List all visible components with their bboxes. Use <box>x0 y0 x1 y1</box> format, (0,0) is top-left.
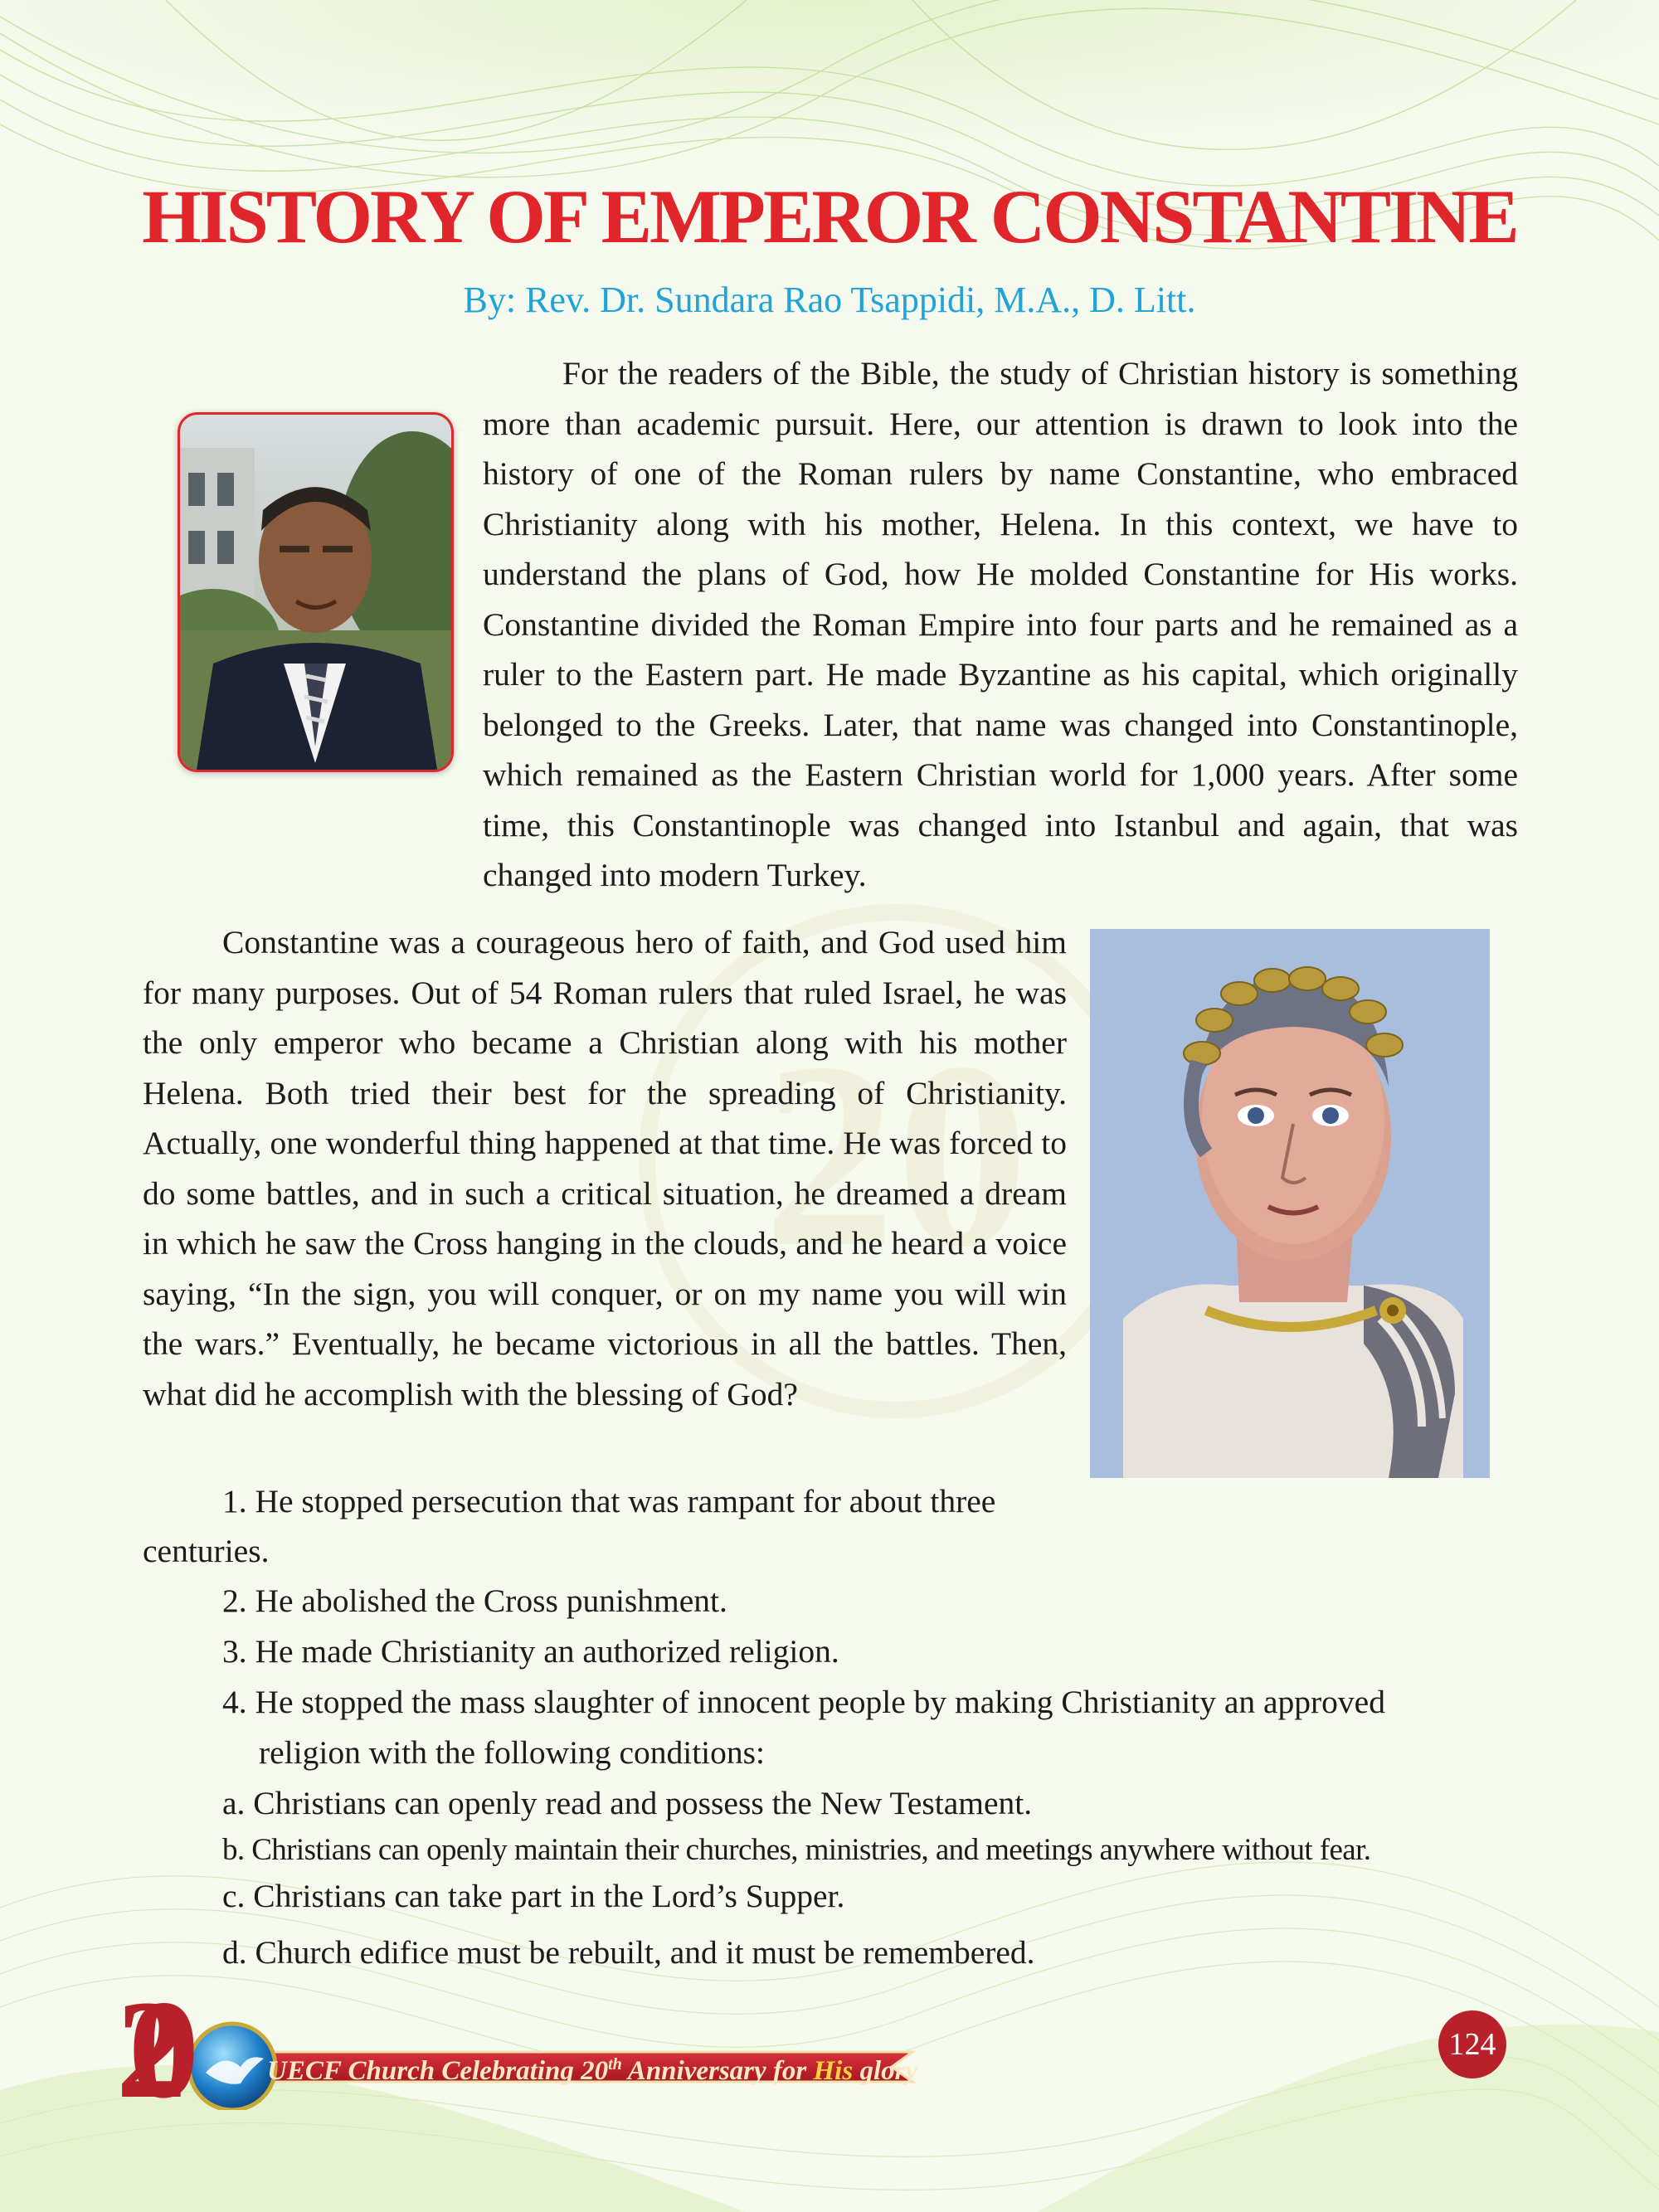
banner-suffix: glory <box>853 2056 918 2086</box>
accomplishment-item-2: 2. He abolished the Cross punishment. <box>222 1582 727 1619</box>
accomplishment-item-4-line2: religion with the following conditions: <box>259 1734 765 1771</box>
author-byline: By: Rev. Dr. Sundara Rao Tsappidi, M.A., D. Litt. <box>463 280 1196 320</box>
author-photo <box>178 412 454 772</box>
accomplishment-item-1-line1: 1. He stopped persecution that was rampant for about three <box>222 1483 996 1519</box>
accomplishment-item-4-line1: 4. He stopped the mass slaughter of innocent people by making Christianity an approved <box>222 1684 1385 1720</box>
banner-his: His <box>813 2056 854 2086</box>
anniversary-logo-icon <box>189 2024 275 2110</box>
condition-c: c. Christians can take part in the Lord’s Supper. <box>222 1878 845 1914</box>
constantine-bust-image <box>1090 929 1490 1478</box>
banner-middle: Anniversary for <box>621 2056 814 2086</box>
faith-paragraph-text: Constantine was a courageous hero of faith, and God used him for many purposes. Out of 54 Roman rulers that ruled Israel, he was the only emperor who became a Christian along with his mother Helena. Both tried their best for the spreading of Christianity. Actually, one wonderful thing happened at that time. He was forced to do some battles, and in such a critical situation, he dreamed a dream in which he saw the Cross hanging in the clouds, and he heard a voice saying, “In the sign, you will conquer, or on my name you will win the wars.” Eventually, he became victorious in all the battles. Then, what did he accomplish with the blessing of God? <box>143 924 1067 1412</box>
page-number: 124 <box>1438 2010 1506 2078</box>
intro-paragraph-text: For the readers of the Bible, the study of Christian history is something more than academic pursuit. Here, our attention is drawn to look into the history of one of the Roman rulers by name Constantine, who embraced Christianity along with his mother, Helena. In this context, we have to understand the plans of God, how He molded Constantine for His works. Constantine divided the Roman Empire into four parts and he remained as a ruler to the Eastern part. He made Byzantine as his capital, which originally belonged to the Greeks. Later, that name was changed into Constantinople, which remained as the Eastern Christian world for 1,000 years. After some time, this Constantinople was changed into Istanbul and again, that was changed into modern Turkey. <box>483 355 1518 893</box>
accomplishment-item-1-line2: centuries. <box>143 1533 270 1569</box>
svg-text:20: 20 <box>763 1009 1029 1302</box>
anniversary-banner-text <box>267 2055 917 2087</box>
banner-sup: th <box>608 2055 622 2073</box>
condition-d: d. Church edifice must be rebuilt, and it must be remembered. <box>222 1934 1035 1971</box>
author-portrait-image <box>180 415 451 770</box>
page-title: HISTORY OF EMPEROR CONSTANTINE <box>142 174 1517 259</box>
condition-b: b. Christians can openly maintain their churches, ministries, and meetings anywhere without fear. <box>222 1833 1371 1867</box>
anniversary-logo-number: 20 <box>116 1971 141 2127</box>
accomplishment-item-3: 3. He made Christianity an authorized religion. <box>222 1633 839 1670</box>
constantine-bust <box>1090 929 1490 1478</box>
faith-paragraph <box>143 917 1067 1419</box>
banner-prefix: UECF Church Celebrating 20 <box>267 2056 609 2086</box>
condition-a: a. Christians can openly read and possess the New Testament. <box>222 1785 1033 1821</box>
accomplishment-item-1 <box>143 1476 1553 1576</box>
anniversary-banner <box>116 1994 946 2110</box>
